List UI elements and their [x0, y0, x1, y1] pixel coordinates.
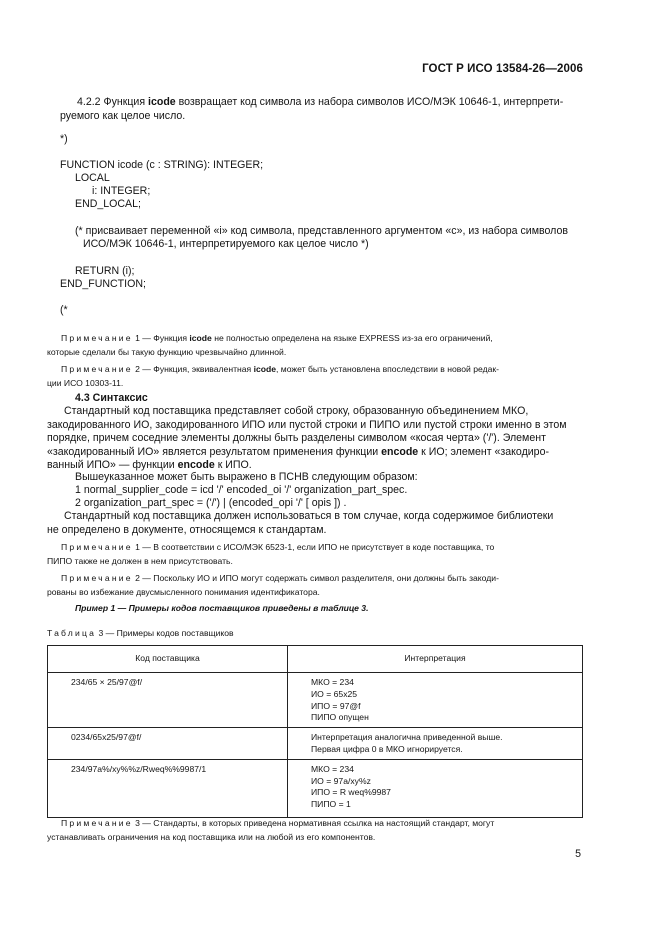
table-caption: Таблица 3 — Примеры кодов поставщиков	[47, 628, 234, 638]
note-1-syntax: Примечание 1 — В соответствии с ИСО/МЭК 6523-1, если ИПО не присутствует в коде поставщика, то ПИПО также не должен в нем присутствовать.	[47, 542, 495, 566]
abnf-rule-1: 1 normal_supplier_code = icd '/' encoded_oi '/' organization_part_spec.	[75, 484, 408, 496]
clause-4-2-2: 4.2.2 Функция icode возвращает код символа из набора символов ИСО/МЭК 10646-1, интерпрети- руемого как целое число.	[60, 96, 564, 122]
example-1: Пример 1 — Примеры кодов поставщиков приведены в таблице 3.	[75, 603, 369, 613]
syntax-paragraph: Стандартный код поставщика представляет собой строку, образованную объединением МКО, закодированного ИО, закодированного ИПО или пустой строки и ПИПО или пустой строки именно в этом порядке, причем соседние элементы должны быть разделены символом «косая черта» ('/'). Элемент «закодированный ИО» является результатом применения функции encode к ИО; элемент «закодиро- ванный ИПО» — функции encode к ИПО.	[47, 405, 567, 471]
cell-interpretation: МКО = 234 ИО = 65х25 ИПО = 97@f ПИПО опущен	[288, 673, 583, 728]
cell-interpretation: МКО = 234 ИО = 97a/xy%z ИПО = R weq%9987 ПИПО = 1	[288, 759, 583, 817]
clause-number: 4.2.2	[77, 96, 101, 108]
cell-code: 234/65 × 25/97@f/	[48, 673, 288, 728]
supplier-codes-table	[47, 645, 583, 818]
code-open-comment-end: *)	[60, 133, 68, 145]
code-return: RETURN (i);	[75, 265, 135, 277]
table-row	[48, 728, 583, 760]
note-2-icode: Примечание 2 — Функция, эквивалентная icode, может быть установлена впоследствии в новой редак- ции ИСО 10303-11.	[47, 364, 499, 388]
table-row	[48, 673, 583, 728]
code-open-comment: (*	[60, 304, 68, 316]
cell-interpretation: Интерпретация аналогична приведенной выше. Первая цифра 0 в МКО игнорируется.	[288, 728, 583, 760]
code-var-decl: i: INTEGER;	[92, 185, 151, 197]
abnf-rule-2: 2 organization_part_spec = ('/') | (encoded_opi '/' [ opis ]) .	[75, 497, 347, 509]
document-header: ГОСТ Р ИСО 13584-26—2006	[422, 63, 583, 75]
column-header-interpretation: Интерпретация	[288, 646, 583, 673]
page-number: 5	[575, 848, 581, 860]
column-header-code: Код поставщика	[48, 646, 288, 673]
note-3-table: Примечание 3 — Стандарты, в которых приведена нормативная ссылка на настоящий стандарт, могут устанавливать ограничения на код поставщика или на любой из его компонентов.	[47, 818, 495, 842]
code-function-decl: FUNCTION icode (c : STRING): INTEGER;	[60, 159, 264, 171]
code-comment-line2: ИСО/МЭК 10646-1, интерпретируемого как целое число *)	[83, 238, 369, 250]
section-title-syntax: 4.3 Синтаксис	[75, 392, 148, 404]
cell-code: 234/97a%/xy%%z/Rweq%%9987/1	[48, 759, 288, 817]
code-end-local: END_LOCAL;	[75, 198, 141, 210]
cell-code: 0234/65х25/97@f/	[48, 728, 288, 760]
note-1-icode: Примечание 1 — Функция icode не полностью определена на языке EXPRESS из-за его ограничений, которые сделали бы такую функцию чрезвычайно длинной.	[47, 333, 493, 357]
table-row	[48, 759, 583, 817]
code-local: LOCAL	[75, 172, 110, 184]
table-header-row	[48, 646, 583, 673]
code-end-function: END_FUNCTION;	[60, 278, 146, 290]
note-2-syntax: Примечание 2 — Поскольку ИО и ИПО могут содержать символ разделителя, они должны быть закоди- рованы во избежание двусмысленного понимания идентификатора.	[47, 573, 499, 597]
abnf-intro: Вышеуказанное может быть выражено в ПСНВ следующим образом:	[75, 471, 418, 483]
code-comment-line1: (* присваивает переменной «i» код символа, представленного аргументом «c», из набора символов	[75, 225, 568, 237]
usage-paragraph: Стандартный код поставщика должен использоваться в том случае, когда содержимое библиотеки не определено в документе, относящемся к стандартам.	[47, 510, 554, 536]
function-name: icode	[148, 96, 176, 108]
